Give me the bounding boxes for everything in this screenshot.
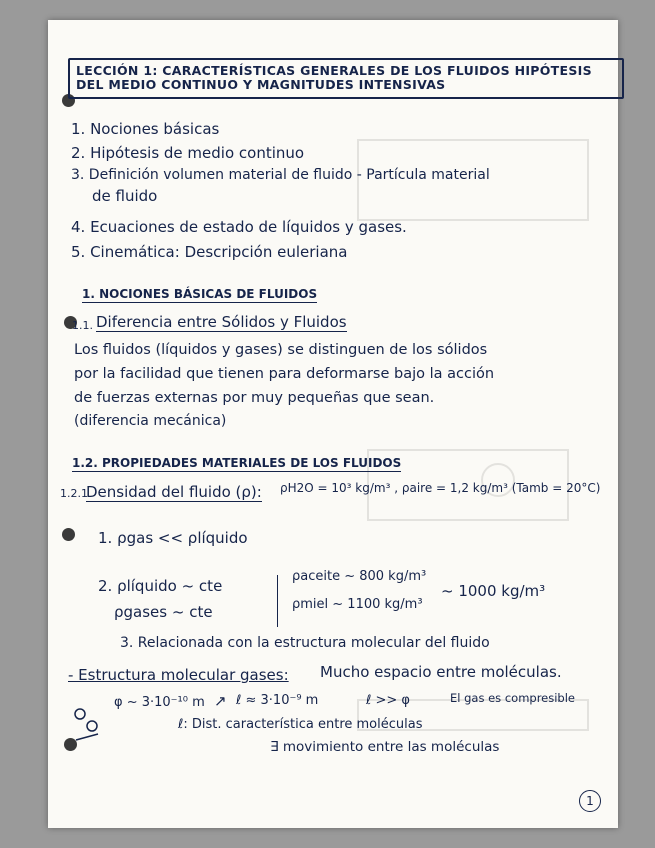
density-item-1: 1. ρgas << ρlíquido <box>98 529 248 547</box>
paragraph-line-3: de fuerzas externas por muy pequeñas que sean. <box>74 390 435 406</box>
index-item-3: 3. Definición volumen material de fluido - Partícula material <box>71 167 490 183</box>
ell-value: ℓ ≈ 3·10⁻⁹ m <box>236 693 319 708</box>
paragraph-line-4: (diferencia mecánica) <box>74 413 227 429</box>
example-miel: ρmiel ~ 1100 kg/m³ <box>292 597 423 612</box>
lesson-title: LECCIÓN 1: CARACTERÍSTICAS GENERALES DE LOS FLUIDOS HIPÓTESIS DEL MEDIO CONTINUO Y MAGNITUDES INTENSIVAS <box>68 58 624 99</box>
density-title: Densidad del fluido (ρ): <box>86 483 262 501</box>
notebook-page <box>48 20 618 828</box>
index-item-4: 4. Ecuaciones de estado de líquidos y gases. <box>71 218 407 236</box>
density-values: ρH2O = 10³ kg/m³ , ρaire = 1,2 kg/m³ (Tamb = 20°C) <box>280 481 601 495</box>
density-item-3: 3. Relacionada con la estructura molecular del fluido <box>120 635 490 651</box>
density-item-2b: ρgases ~ cte <box>114 603 213 621</box>
paragraph-line-2: por la facilidad que tienen para deformarse bajo la acción <box>74 366 495 382</box>
brace <box>277 575 288 627</box>
molecule-sketch-icon <box>68 700 108 750</box>
phi-value: φ ~ 3·10⁻¹⁰ m <box>114 695 205 710</box>
page-number: 1 <box>579 790 601 812</box>
gas-structure-text: Mucho espacio entre moléculas. <box>320 663 562 681</box>
paragraph-line-1: Los fluidos (líquidos y gases) se distinguen de los sólidos <box>74 342 488 358</box>
subsection-title: Diferencia entre Sólidos y Fluidos <box>96 313 347 331</box>
movement-text: ∃ movimiento entre las moléculas <box>270 739 500 755</box>
section-heading-nociones: 1. NOCIONES BÁSICAS DE FLUIDOS <box>82 287 318 301</box>
density-item-2: 2. ρlíquido ~ cte <box>98 577 223 595</box>
relation: ℓ >> φ <box>366 693 410 708</box>
subsection-number: 1.1. <box>72 319 93 332</box>
density-number: 1.2.1 <box>60 487 88 500</box>
index-item-5: 5. Cinemática: Descripción euleriana <box>71 243 348 261</box>
example-aceite: ρaceite ~ 800 kg/m³ <box>292 569 427 584</box>
density-approx: ~ 1000 kg/m³ <box>441 582 546 600</box>
conclusion: El gas es compresible <box>450 691 576 705</box>
ell-definition: ℓ: Dist. característica entre moléculas <box>178 717 423 732</box>
punch-hole-lower <box>62 528 75 541</box>
index-item-2: 2. Hipótesis de medio continuo <box>71 144 305 162</box>
index-item-1: 1. Nociones básicas <box>71 120 220 138</box>
index-item-3-cont: de fluido <box>92 187 158 205</box>
arrow-icon: ↗ <box>214 692 227 710</box>
gas-structure-label: - Estructura molecular gases: <box>68 666 289 684</box>
section-heading-propiedades: 1.2. PROPIEDADES MATERIALES DE LOS FLUIDOS <box>72 456 402 470</box>
